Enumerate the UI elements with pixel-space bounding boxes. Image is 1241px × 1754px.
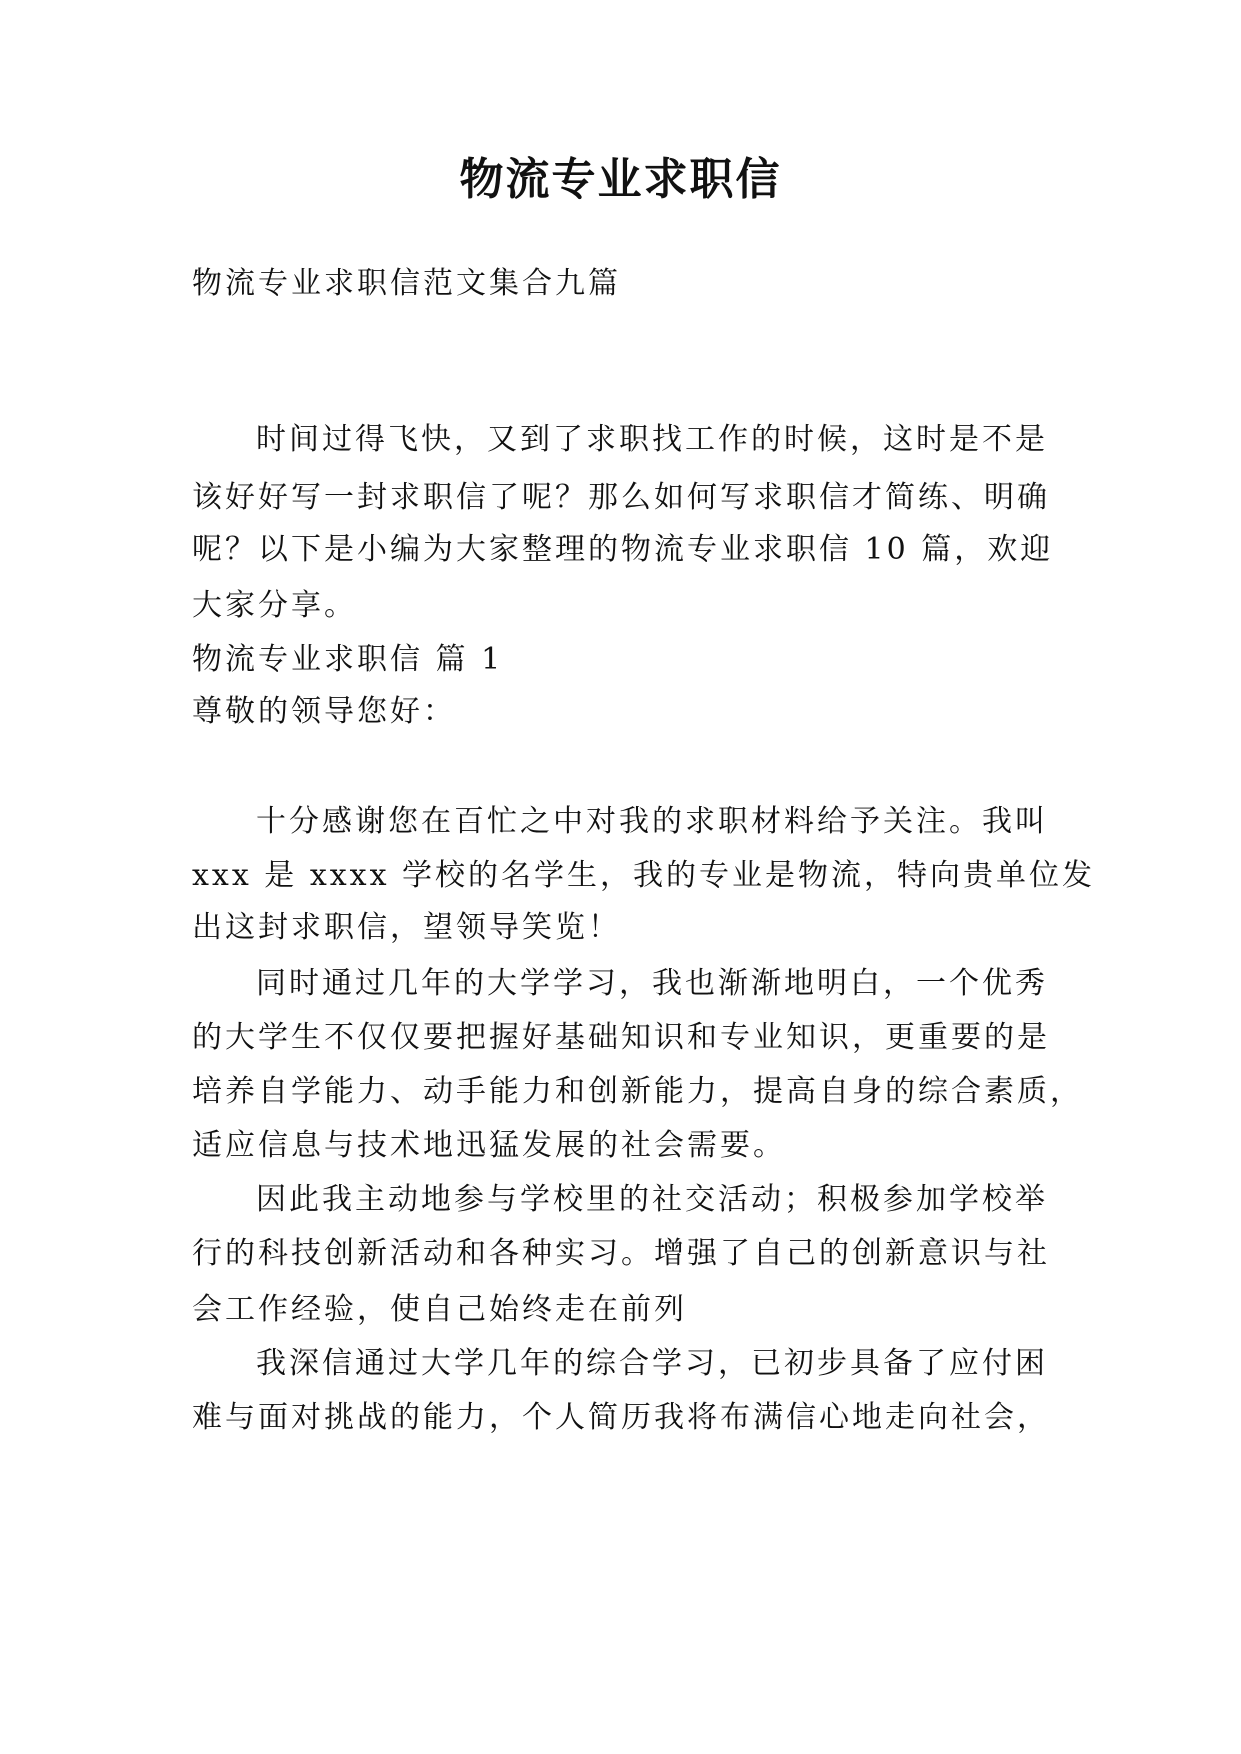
- intro-line: 该好好写一封求职信了呢？那么如何写求职信才简练、明确: [192, 480, 1050, 515]
- paragraph-line: xxx 是 xxxx 学校的名学生，我的专业是物流，特向贵单位发: [192, 858, 1096, 893]
- paragraph-line: 因此我主动地参与学校里的社交活动；积极参加学校举: [256, 1182, 1048, 1217]
- paragraph-line: 会工作经验，使自己始终走在前列: [192, 1292, 687, 1327]
- paragraph-line: 我深信通过大学几年的综合学习，已初步具备了应付困: [256, 1346, 1048, 1381]
- paragraph-line: 难与面对挑战的能力，个人简历我将布满信心地走向社会，: [192, 1400, 1050, 1435]
- document-subtitle: 物流专业求职信范文集合九篇: [192, 266, 621, 301]
- paragraph-line: 培养自学能力、动手能力和创新能力，提高自身的综合素质，: [192, 1074, 1083, 1109]
- paragraph-line: 同时通过几年的大学学习，我也渐渐地明白，一个优秀: [256, 966, 1048, 1001]
- paragraph-line: 十分感谢您在百忙之中对我的求职材料给予关注。我叫: [256, 804, 1048, 839]
- paragraph-line: 出这封求职信，望领导笑览！: [192, 910, 621, 945]
- page-title: 物流专业求职信: [459, 154, 782, 205]
- intro-line: 呢？以下是小编为大家整理的物流专业求职信 10 篇，欢迎: [192, 532, 1054, 567]
- intro-line: 大家分享。: [192, 588, 357, 623]
- section-heading: 物流专业求职信 篇 1: [192, 642, 504, 677]
- intro-line: 时间过得飞快，又到了求职找工作的时候，这时是不是: [256, 422, 1048, 457]
- paragraph-line: 行的科技创新活动和各种实习。增强了自己的创新意识与社: [192, 1236, 1050, 1271]
- paragraph-line: 的大学生不仅仅要把握好基础知识和专业知识，更重要的是: [192, 1020, 1050, 1055]
- paragraph-line: 适应信息与技术地迅猛发展的社会需要。: [192, 1128, 786, 1163]
- salutation: 尊敬的领导您好：: [192, 694, 456, 729]
